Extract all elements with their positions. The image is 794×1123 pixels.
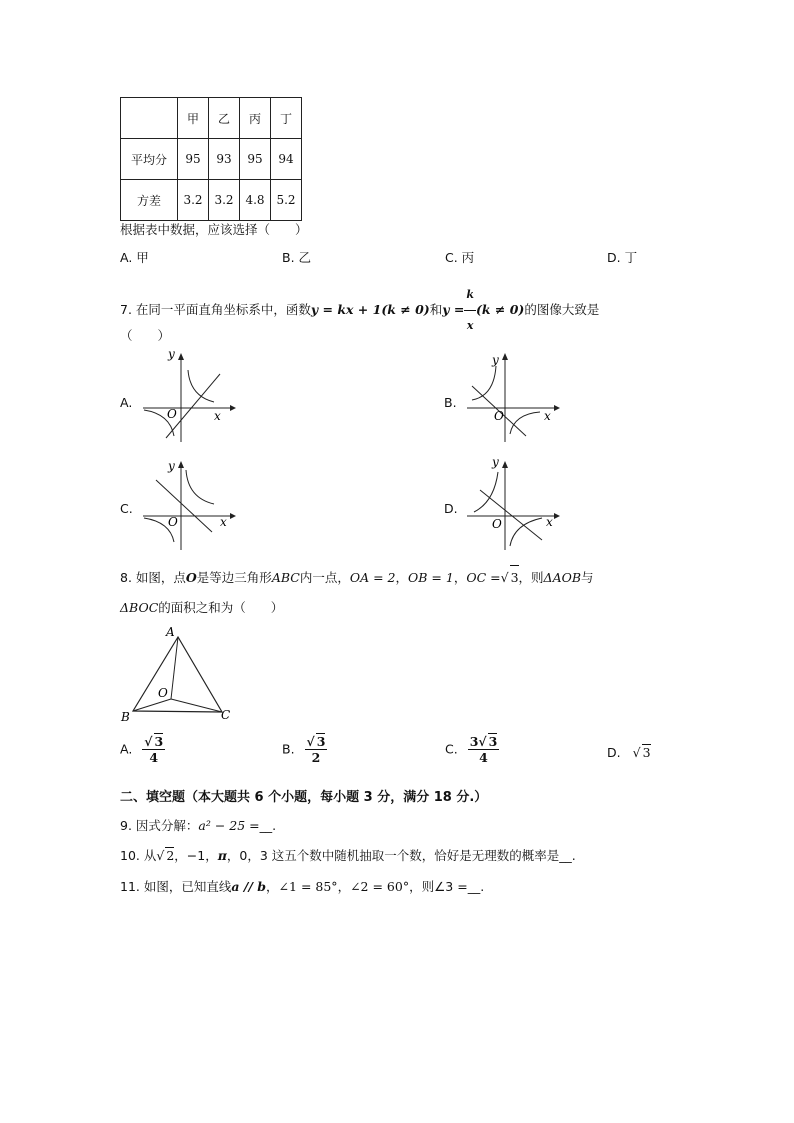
table-header-cell [121, 98, 178, 139]
table-row [121, 98, 302, 139]
q10-rest2: ，0，3 这五个数中随机抽取一个数，恰好是无理数的概率是 [226, 848, 560, 863]
row-label: 方差 [121, 180, 178, 221]
q7-axis-label: y [492, 353, 499, 367]
q7-option-c-label: C. [120, 501, 133, 516]
q7-graph-c [138, 456, 238, 552]
option-label: A. [120, 741, 133, 757]
q8-ob: OB = 1 [408, 570, 454, 585]
vertex-label-c: C [221, 708, 231, 722]
vertex-label-b: B [121, 710, 130, 724]
q7-option-a-label: A. [120, 395, 133, 410]
table-cell: 3.2 [178, 180, 209, 221]
q10-line: 10. 从√ 2，−1，π，0，3 这五个数中随机抽取一个数，恰好是无理数的概率是__. [120, 848, 576, 863]
q8-o: O [185, 570, 197, 585]
q7-func1: y = kx + 1(k ≠ 0) [310, 302, 430, 317]
q8-text: 的面积之和为（ ） [158, 600, 284, 615]
q8-stem-line1: 8. 如图，点O是等边三角形ABC内一点，OA = 2，OB = 1，OC =√ 3，则ΔAOB与 [120, 565, 594, 590]
q7-and: 和 [429, 302, 443, 317]
q7-frac-num: k [464, 280, 476, 311]
option-label: C. [445, 741, 458, 757]
q7-option-d-label: D. [444, 501, 458, 516]
q7-func2-left: y = [442, 302, 465, 317]
q8-triangle-figure [118, 624, 238, 724]
q7-suffix: 的图像大致是 [524, 302, 600, 317]
q7-axis-label: x [544, 409, 551, 423]
table-header-cell: 丁 [271, 98, 302, 139]
q7-stem [120, 280, 599, 341]
table-header-cell: 乙 [209, 98, 240, 139]
q10-prefix: 10. 从 [120, 848, 157, 863]
table-cell: 4.8 [240, 180, 271, 221]
q8-stem-line2 [120, 596, 283, 620]
stats-table [120, 97, 302, 221]
q9-expr: a² − 25 = [198, 818, 260, 833]
q11-ab: a // b [231, 879, 267, 894]
q7-prefix: 7. 在同一平面直角坐标系中，函数 [120, 302, 311, 317]
q8-text: 是等边三角形 [196, 570, 272, 585]
q6-stem: 根据表中数据，应该选择（ ） [120, 222, 308, 237]
q8-oa: OA = 2 [349, 570, 396, 585]
q6-option-b: B. 乙 [282, 250, 312, 265]
q7-axis-label: y [168, 348, 175, 361]
q6-option-a: A. 甲 [120, 250, 149, 265]
option-coef: 3 [469, 734, 479, 749]
option-den: 2 [311, 750, 321, 765]
q11-c2: ，∠2 = 60° [337, 879, 410, 894]
q9-blank: __. [259, 818, 277, 833]
q8-text: ，则 [518, 570, 544, 585]
q7-axis-label: x [220, 515, 227, 529]
q7-graph-d [462, 456, 562, 552]
q8-option-b [282, 733, 327, 765]
table-row [121, 139, 302, 180]
q8-boc: ΔBOC [120, 600, 159, 615]
q7-axis-label: x [546, 515, 553, 529]
option-rad: 3 [642, 745, 651, 760]
option-den: 4 [479, 750, 488, 765]
q7-graph-a [138, 348, 238, 444]
row-label: 平均分 [121, 139, 178, 180]
option-rad: 3 [488, 734, 498, 749]
option-frac: $\frac{3√ 3}{4}$ [469, 734, 498, 765]
table-cell: 94 [271, 139, 302, 180]
q8-text: 8. 如图，点 [120, 570, 186, 585]
q8-oc-rad: 3 [510, 565, 519, 590]
vertex-label-a: A [166, 625, 175, 639]
q6-option-c: C. 丙 [445, 250, 475, 265]
q8-option-c [445, 733, 499, 765]
table-header-cell: 丙 [240, 98, 271, 139]
q7-origin-label: O [167, 407, 177, 421]
table-cell: 95 [240, 139, 271, 180]
option-frac: $\frac{√ 3}{2}$ [306, 734, 326, 765]
q11-line [120, 877, 484, 895]
q7-paren: （ ） [120, 328, 171, 343]
q7-frac-den: x [466, 319, 474, 332]
q9-line [120, 816, 276, 834]
table-row [121, 180, 302, 221]
table-cell: 5.2 [271, 180, 302, 221]
q11-c3: ，则∠3 = [409, 879, 468, 894]
q7-axis-label: x [214, 409, 221, 423]
section-2-heading: 二、填空题（本大题共 6 个小题，每小题 3 分，满分 18 分.） [120, 790, 488, 805]
q11-c1: ，∠1 = 85° [266, 879, 338, 894]
q7-graph-b [462, 348, 562, 444]
q7-axis-label: y [168, 459, 175, 473]
q10-blank: __. [559, 848, 576, 863]
q8-text: 与 [581, 570, 594, 585]
q8-oc: OC = [466, 570, 501, 585]
q7-option-b-label: B. [444, 395, 457, 410]
q7-origin-label: O [168, 515, 178, 529]
q7-axis-label: y [492, 456, 499, 469]
q8-aob: ΔAOB [543, 570, 582, 585]
q7-origin-label: O [492, 517, 502, 531]
q10-rest: ，−1， [174, 848, 218, 863]
option-den: 4 [149, 750, 159, 765]
q10-rad: 2 [166, 848, 175, 863]
table-cell: 95 [178, 139, 209, 180]
q8-option-a [120, 733, 165, 765]
q11-prefix: 11. 如图，已知直线 [120, 879, 232, 894]
q10-pi: π [217, 848, 227, 863]
q11-blank: __. [467, 879, 485, 894]
table-header-cell: 甲 [178, 98, 209, 139]
q7-origin-label: O [494, 409, 504, 423]
q7-func2-right: (k ≠ 0) [475, 302, 525, 317]
q6-option-d: D. 丁 [607, 250, 638, 265]
q8-option-d: D. √ 3 [607, 745, 651, 760]
option-label: D. [607, 745, 621, 760]
q7-func2-frac [464, 280, 476, 341]
q8-text: 内一点， [299, 570, 350, 585]
table-cell: 3.2 [209, 180, 240, 221]
option-label: B. [282, 741, 295, 757]
q9-prefix: 9. 因式分解： [120, 818, 199, 833]
option-rad: 3 [316, 734, 326, 749]
option-frac: $\frac{√ 3}{4}$ [144, 734, 164, 765]
table-cell: 93 [209, 139, 240, 180]
q8-abc: ABC [271, 570, 300, 585]
point-label-o: O [158, 686, 168, 700]
option-rad: 3 [154, 734, 164, 749]
